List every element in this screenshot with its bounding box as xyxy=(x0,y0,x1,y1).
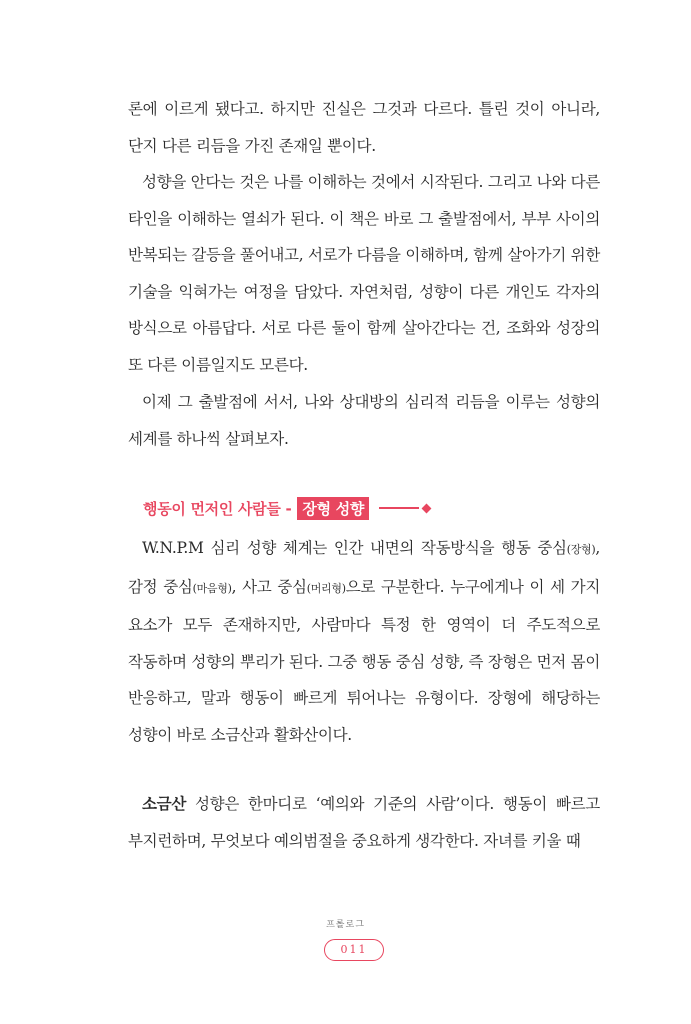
paragraph-text: 론에 이르게 됐다고. 하지만 진실은 그것과 다르다. 틀린 것이 아니라, 단지 다른 리듬을 가진 존재일 뿐이다. xyxy=(128,100,600,155)
annotation-jang: (장형) xyxy=(566,543,596,556)
section-heading-text: 행동이 먼저인 사람들 - xyxy=(143,499,292,518)
running-footer-section: 프롤로그 xyxy=(326,920,365,930)
heading-rule xyxy=(379,507,419,509)
paragraph-wnpm xyxy=(128,530,600,753)
paragraph-text: , 사고 중심 xyxy=(231,577,307,596)
paragraph-text: 이제 그 출발점에 서서, 나와 상대방의 심리적 리듬을 이루는 성향의 세계를 하나씩 살펴보자. xyxy=(128,393,600,448)
paragraph-invitation xyxy=(128,384,600,457)
annotation-meori: (머리형) xyxy=(306,581,346,595)
paragraph-text: W.N.P.M 심리 성향 체계는 인간 내면의 작동방식을 행동 중심 xyxy=(142,539,567,557)
diamond-icon xyxy=(422,503,432,513)
paragraph-understanding xyxy=(128,164,600,383)
annotation-maeum: (마음형) xyxy=(192,581,232,595)
section-heading xyxy=(143,496,430,520)
paragraph-intro-ending xyxy=(128,91,600,164)
paragraph-text: 성향을 안다는 것은 나를 이해하는 것에서 시작된다. 그리고 나와 다른 타인을 이해하는 열쇠가 된다. 이 책은 바로 그 출발점에서, 부부 사이의 반복되는 갈등을 풀어내고, 서로가 다름을 이해하며, 함께 살아가기 위한 기술을 익혀가는 여정을 담았다. 자연처럼, 성향이 다른 개인도 각자의 방식으로 아름답다. 서로 다른 둘이 함께 살아간다는 건, 조화와 성장의 또 다른 이름일지도 모른다. xyxy=(128,173,600,374)
page-number: 011 xyxy=(324,939,384,961)
paragraph-text: , 감정 중심 xyxy=(128,539,600,596)
paragraph-text: 으로 구분한다. 누구에게나 이 세 가지 요소가 모두 존재하지만, 사람마다 특정 한 영역이 더 주도적으로 작동하며 성향의 뿌리가 된다. 그중 행동 중심 성향, 즉 장형은 먼저 몸이 반응하고, 말과 행동이 빠르게 튀어나는 유형이다. 장형에 해당하는 성향이 바로 소금산과 활화산이다. xyxy=(128,577,600,744)
term-sogeumsan: 소금산 xyxy=(142,795,187,813)
paragraph-text: 성향은 한마디로 ‘예의와 기준의 사람’이다. 행동이 빠르고 부지런하며, 무엇보다 예의범절을 중요하게 생각한다. 자녀를 키울 때 xyxy=(128,795,600,850)
paragraph-sogeumsan xyxy=(128,786,600,859)
section-heading-highlight: 장형 성향 xyxy=(297,497,369,520)
